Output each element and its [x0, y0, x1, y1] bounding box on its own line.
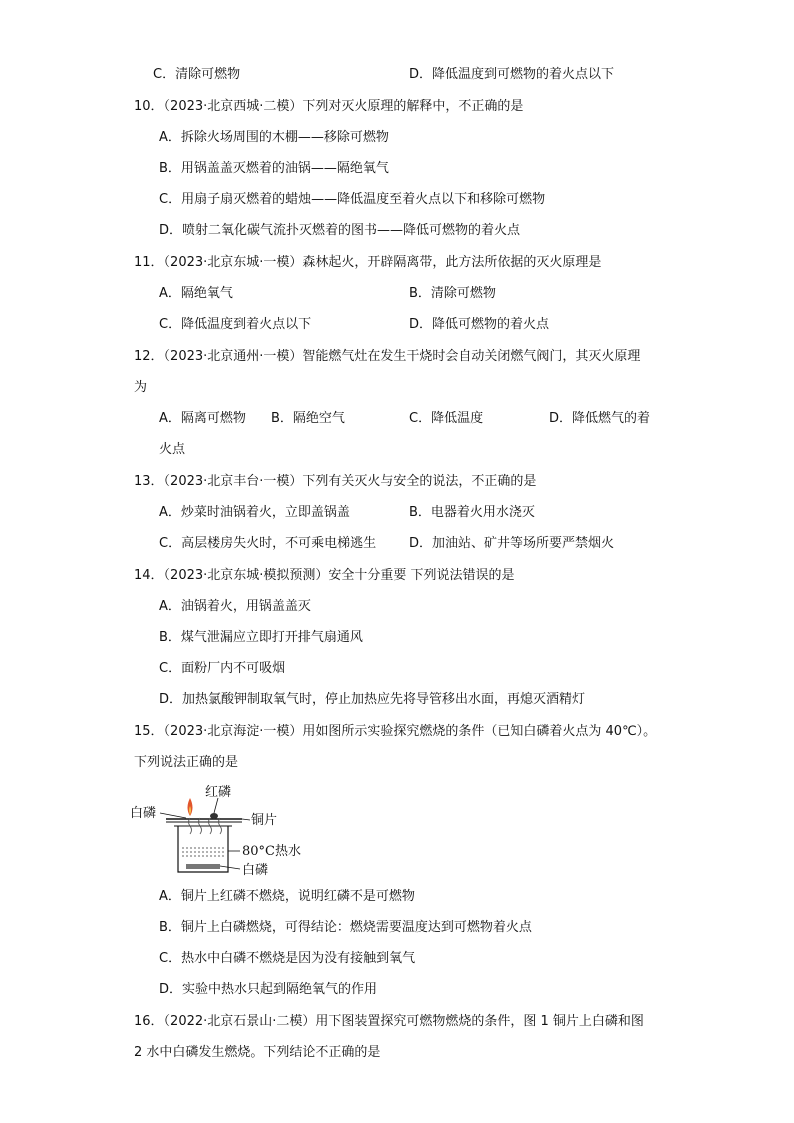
q10-option-a: A．拆除火场周围的木棚——移除可燃物 [159, 130, 389, 145]
copper-pointer [242, 819, 250, 820]
q15-stem: 15．（2023·北京海淀·一模）用如图所示实验探究燃烧的条件（已知白磷着火点为 40℃）。 [134, 724, 657, 739]
q12-option-a: A．隔离可燃物 [159, 411, 246, 426]
q11-option-d: D．降低可燃物的着火点 [409, 317, 550, 332]
q13-option-c: C．高层楼房失火时，不可乘电梯逃生 [159, 536, 377, 551]
q12-option-c: C．降低温度 [409, 411, 484, 426]
q15-stem-cont: 下列说法正确的是 [134, 755, 239, 770]
q13-option-b: B．电器着火用水浇灭 [409, 505, 535, 520]
q11-option-b: B．清除可燃物 [409, 286, 496, 301]
combustion-experiment-figure [130, 782, 320, 882]
label-white-phosphorus: 白磷 [130, 806, 157, 821]
hot-water [182, 848, 224, 856]
q9-option-c: C．清除可燃物 [153, 67, 241, 82]
q12-option-d-cont: 火点 [159, 442, 186, 457]
label-hot-water: 80°C热水 [242, 844, 301, 859]
q15-option-d: D．实验中热水只起到隔绝氧气的作用 [159, 982, 378, 997]
red-phosphorus [210, 813, 218, 819]
q10-option-d: D．喷射二氧化碳气流扑灭燃着的图书——降低可燃物的着火点 [159, 223, 521, 238]
label-copper: 铜片 [251, 813, 278, 828]
q14-option-d: D．加热氯酸钾制取氧气时，停止加热应先将导管移出水面，再熄灭酒精灯 [159, 692, 586, 707]
white-phosphorus-pointer [160, 813, 186, 818]
q12-stem-cont: 为 [134, 380, 148, 395]
red-phosphorus-pointer [214, 798, 218, 813]
q14-option-c: C．面粉厂内不可吸烟 [159, 661, 286, 676]
q14-option-b: B．煤气泄漏应立即打开排气扇通风 [159, 630, 363, 645]
q14-stem: 14．（2023·北京东城·模拟预测）安全十分重要 下列说法错误的是 [134, 568, 515, 583]
q12-option-d: D．降低燃气的着 [549, 411, 651, 426]
q10-stem: 10．（2023·北京西城·二模）下列对灭火原理的解释中，不正确的是 [134, 99, 524, 114]
q15-option-b: B．铜片上白磷燃烧，可得结论：燃烧需要温度达到可燃物着火点 [159, 920, 532, 935]
q10-option-b: B．用锅盖盖灭燃着的油锅——隔绝氧气 [159, 161, 389, 176]
q11-stem: 11．（2023·北京东城·一模）森林起火，开辟隔离带，此方法所依据的灭火原理是 [134, 255, 602, 270]
q10-option-c: C．用扇子扇灭燃着的蜡烛——降低温度至着火点以下和移除可燃物 [159, 192, 546, 207]
underwater-phosphorus-pointer [220, 866, 240, 869]
white-phosphorus-underwater [186, 864, 220, 869]
q12-option-b: B．隔绝空气 [271, 411, 345, 426]
q16-stem-cont: 2 水中白磷发生燃烧。下列结论不正确的是 [134, 1045, 381, 1060]
q11-option-a: A．隔绝氧气 [159, 286, 233, 301]
q16-stem: 16．（2022·北京石景山·二模）用下图装置探究可燃物燃烧的条件，图 1 铜片上白磷和图 [134, 1014, 644, 1029]
q11-option-c: C．降低温度到着火点以下 [159, 317, 312, 332]
q13-option-a: A．炒菜时油锅着火，立即盖锅盖 [159, 505, 350, 520]
label-red-phosphorus: 红磷 [205, 785, 232, 800]
q13-stem: 13．（2023·北京丰台·一模）下列有关灭火与安全的说法，不正确的是 [134, 474, 537, 489]
label-white-phosphorus-water: 白磷 [242, 863, 269, 878]
q9-option-d: D．降低温度到可燃物的着火点以下 [409, 67, 615, 82]
q15-option-c: C．热水中白磷不燃烧是因为没有接触到氧气 [159, 951, 416, 966]
q12-stem: 12．（2023·北京通州·一模）智能燃气灶在发生干烧时会自动关闭燃气阀门，其灭火原理 [134, 349, 641, 364]
q14-option-a: A．油锅着火，用锅盖盖灭 [159, 599, 311, 614]
q13-option-d: D．加油站、矿井等场所要严禁烟火 [409, 536, 615, 551]
q15-option-a: A．铜片上红磷不燃烧，说明红磷不是可燃物 [159, 889, 415, 904]
